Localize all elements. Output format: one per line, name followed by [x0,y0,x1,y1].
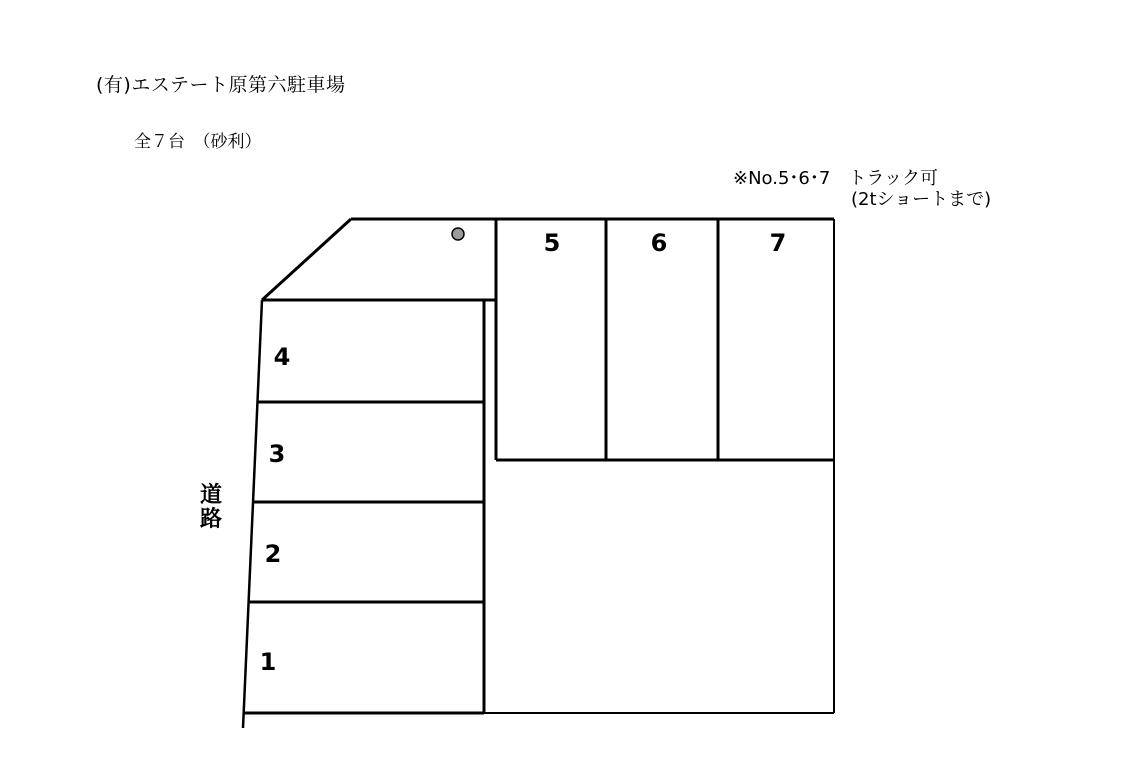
space-number-3: 3 [268,440,286,468]
truck-note: ※No.5･6･7 トラック可 [733,168,938,189]
marker-post-icon [452,228,464,240]
lot-outline [243,219,834,728]
corner-diagonal [262,219,351,300]
lot-capacity-surface: 全７台 （砂利） [134,132,262,152]
space-number-1: 1 [259,648,277,676]
space-numbers [260,229,787,676]
space-number-4: 4 [273,343,291,371]
lot-title: (有)エステート原第六駐車場 [96,74,346,96]
space-number-6: 6 [650,229,668,257]
space-number-2: 2 [264,540,282,568]
truck-size-note: (2tショートまで) [851,189,992,210]
space-number-7: 7 [769,229,787,257]
road-label: 道路 [199,483,222,532]
space-number-5: 5 [543,229,561,257]
